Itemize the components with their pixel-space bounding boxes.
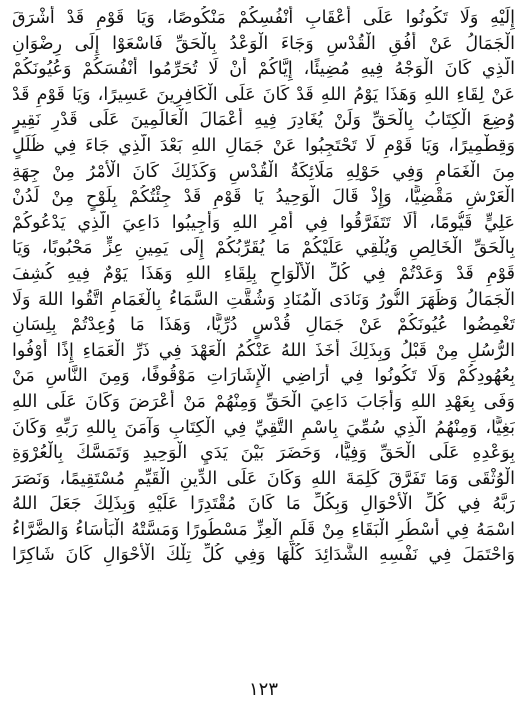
page-number: ١٢٣ (248, 679, 278, 700)
text-line: عَنْ لِقَاءِ اللهِ وَهَذَا يَوْمُ اللهِ قَدْ كَانَ عَلَى الْكَافِرِينَ عَسِيرًا، وَيَا قَوْمِ قَدْ (12, 84, 515, 105)
text-line: بَغِيًّا، وَمِنْهُمُ الَّذِي سُمِّيَ بِاسْمِ التَّقِيِّ فِي الْكِتَابِ وَآمَنَ بِاللهِ رَبِّهِ وَكَانَ (12, 417, 515, 438)
text-line: بِالْحَقِّ الْخَالِصِ وَيُلْقِي عَلَيْكُمْ مَا يُقَرِّبُكُمْ إِلَى يَمِينِ عِزٍّ مَحْبُوبًا، وَيَا (12, 238, 515, 259)
body-text (12, 6, 515, 656)
text-line: رَبَّهُ فِي كُلِّ الْأَحْوَالِ وَبِكُلِّ مَا كَانَ مُقْتَدِرًا عَلَيْهِ وَبِذَلِكَ جَعَلَ اللهُ (12, 494, 515, 515)
text-line: بِوَعْدِهِ عَلَى الْحَقِّ وَفِيًّا، وَحَضَرَ بَيْنَ يَدَيِ الْوَحِيدِ وَتَمَسَّكَ بِالْعُرْوَةِ (12, 443, 515, 464)
text-line: اسْمَهُ فِي أَسْطُرِ الْبَقَاءِ مِنْ قَلَمِ الْعِزِّ مَسْطُورًا وَمَسَّتْهُ الْبَأْسَاءُ وَالضَّرَّاءُ (12, 519, 515, 540)
text-line: وُضِعَ الْكِتَابُ بِالْحَقِّ وَلَنْ يُغَادِرَ فِيهِ أَعْمَالَ الْعَالَمِينَ عَلَى قَدْرِ نَقِيرٍ (12, 110, 515, 131)
text-line: الرُّسُلِ مِنْ قَبْلُ وَبِذَلِكَ أَخَذَ اللهُ عَنْكُمُ الْعَهْدَ فِي ذَرِّ الْعَمَاءِ إِذًا أَوْفُوا (12, 340, 515, 361)
text-line: عَلِيٍّ قَيُّومًا، أَلَا تَتَفَرَّقُوا فِي أَمْرِ اللهِ وَأَجِيبُوا دَاعِيَ الَّذِي يَدْعُوكُمْ (12, 212, 515, 233)
text-line: تَغْمِضُوا عُيُونَكُمْ عَنْ جَمَالِ قُدْسٍ دُرِّيًّا، وَهَذَا مَا وُعِدْتُمْ بِلِسَانِ (12, 315, 515, 336)
text-line: الْعَرْشِ مَقْضِيًّا، وَإِذْ قَالَ الْوَحِيدُ يَا قَوْمِ قَدْ جِئْتُكُمْ بِلَوْحٍ مِنْ لَدُنْ (12, 187, 515, 208)
text-line: وَقِطْمِيرًا، وَيَا قَوْمِ لَا تَحْتَجِبُوا عَنْ جَمَالِ اللهِ بَعْدَ الَّذِي جَاءَ فِي ظُلَلٍ (12, 135, 515, 156)
text-line: الْجَمَالُ وَظَهَرَ النُّورُ وَنَادَى الْمُنَادِ وَشُقَّتِ السَّمَاءُ بِالْغَمَامِ اتَّقُوا اللهَ وَلَا (12, 289, 515, 310)
text-line: الَّذِي كَانَ الْوَجْهُ فِيهِ مُضِيئًا، إِيَّاكُمْ أَنْ لَا تُحَرِّمُوا أَنْفُسَكُمْ وَعُيُونَكُمْ (12, 59, 515, 80)
text-line: قَوْمِ قَدْ وَعَدْتُمْ فِي كُلِّ الْأَلْوَاحِ بِلِقَاءِ اللهِ وَهَذَا يَوْمٌ فِيهِ كُشِفَ (12, 263, 515, 284)
text-line: مِنَ الْغَمَامِ وَفِي حَوْلِهِ مَلَائِكَةُ الْقُدْسِ وَكَذَلِكَ كَانَ الْأَمْرُ مِنْ جِهَةِ (12, 161, 515, 182)
text-line: بِعُهُودِكُمْ وَلَا تَكُونُوا فِي أَرَاضِي الْإِشَارَاتِ مَوْقُوفًا، وَمِنَ النَّاسِ مَنْ (12, 366, 515, 387)
text-line: الْجَمَالُ عَنْ أُفُقِ الْقُدْسِ وَجَاءَ الْوَعْدُ بِالْحَقِّ فَاسْعَوْا إِلَى رِضْوَانِ (12, 33, 515, 54)
text-line: الْوُثْقَى وَمَا تَفَرَّقَ كَلِمَةَ اللهِ وَكَانَ عَلَى الدِّينِ الْقَيِّمِ مُسْتَقِيمًا، وَنَصَرَ (12, 468, 515, 489)
text-line: وَاحْتَمَلَ فِي نَفْسِهِ الشَّدَائِدَ كُلَّهَا وَفِي كُلِّ تِلْكَ الْأَحْوَالِ كَانَ شَاكِرًا (12, 545, 515, 566)
text-line: إِلَيْهِ وَلَا تَكُونُوا عَلَى أَعْقَابِ أَنْفُسِكُمْ مَنْكُوصًا، وَيَا قَوْمِ قَدْ أَشْرَقَ (12, 8, 515, 28)
text-line: وَفَى بِعَهْدِ اللهِ وَأَجَابَ دَاعِيَ الْحَقِّ وَمِنْهُمْ مَنْ أَعْرَضَ وَكَانَ عَلَى اللهِ (12, 391, 515, 412)
